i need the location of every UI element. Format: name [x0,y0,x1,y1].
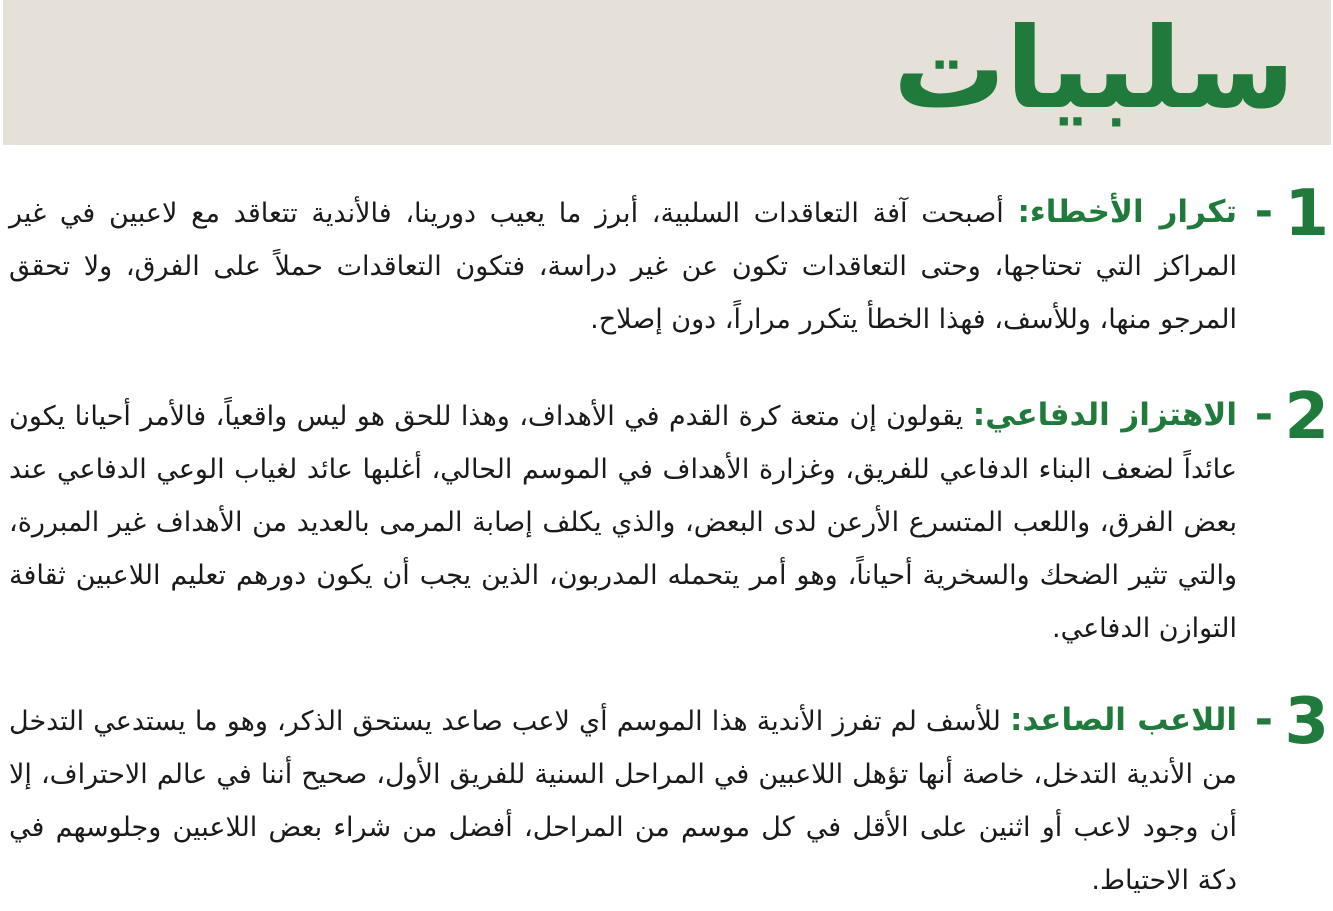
item-number: 1 [1284,177,1329,251]
item-number: 3 [1284,685,1329,759]
list-item [0,380,1333,644]
list-item [0,685,1333,896]
item-colon: : [1009,702,1023,738]
title-band [3,0,1331,145]
list-item [0,177,1333,346]
item-dash: - [1254,694,1273,745]
item-paragraph [9,389,1237,655]
item-heading: تكرار الأخطاء [1029,194,1237,230]
item-colon: : [972,397,986,433]
item-colon: : [1017,194,1030,230]
item-paragraph [9,186,1237,346]
item-heading: اللاعب الصاعد [1022,702,1238,738]
item-paragraph [9,694,1237,907]
item-body: أصبحت آفة التعاقدات السلبية، أبرز ما يعيب دورينا، فالأندية تتعاقد مع لاعبين في غير المراكز التي تحتاجها، وحتى التعاقدات تكون عن غير دراسة، فتكون التعاقدات حملاً على الفرق، ولا تحقق المرجو منها، وللأسف، فهذا الخطأ يتكرر مراراً، دون إصلاح. [9,198,1237,335]
item-heading: الاهتزاز الدفاعي [985,397,1237,433]
item-dash: - [1254,186,1273,237]
item-body: للأسف لم تفرز الأندية هذا الموسم أي لاعب صاعد يستحق الذكر، وهو ما يستدعي التدخل من الأندية التدخل، خاصة أنها تؤهل اللاعبين في المراحل السنية للفريق الأول، صحيح أننا في عالم الاحتراف، إلا أن وجود لاعب أو اثنين على الأقل في كل موسم من المراحل، أفضل من شراء بعض اللاعبين وجلوسهم في دكة الاحتياط. [9,706,1237,896]
page-title: سلبيات [893,4,1295,134]
item-dash: - [1254,389,1273,440]
item-number: 2 [1284,380,1329,454]
item-body: يقولون إن متعة كرة القدم في الأهداف، وهذا للحق هو ليس واقعياً، فالأمر أحيانا يكون عائداً لضعف البناء الدفاعي للفريق، وغزارة الأهداف في الموسم الحالي، أغلبها عائد لغياب الوعي الدفاعي عند بعض الفرق، واللعب المتسرع الأرعن لدى البعض، والذي يكلف إصابة المرمى بالعديد من الأهداف غير المبررة، والتي تثير الضحك والسخرية أحياناً، وهو أمر يتحمله المدربون، الذين يجب أن يكون دورهم تعليم اللاعبين ثقافة التوازن الدفاعي. [9,401,1237,644]
